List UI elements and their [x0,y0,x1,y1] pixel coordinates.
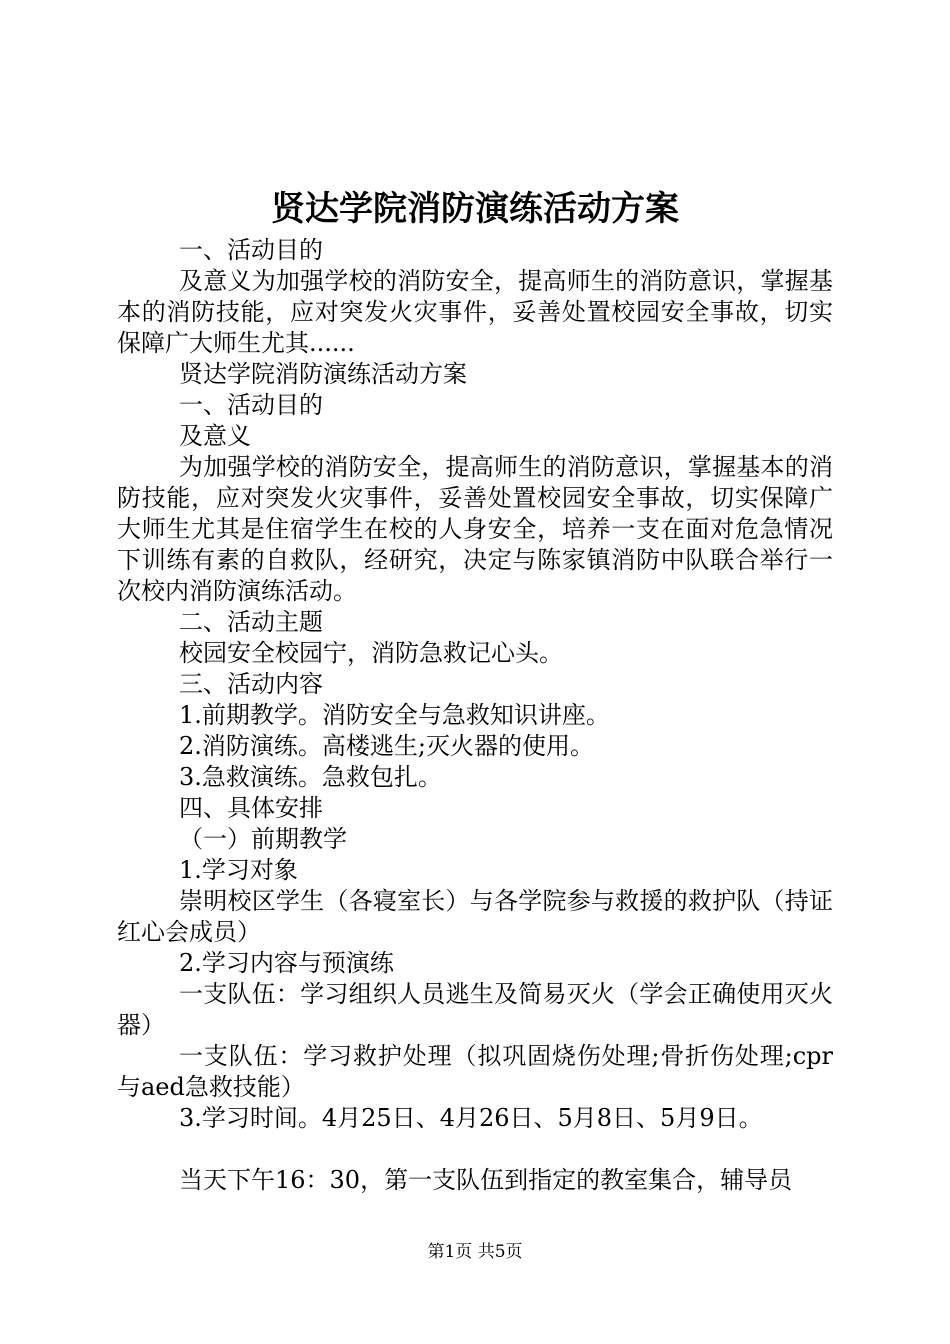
paragraph: 崇明校区学生（各寝室长）与各学院参与救援的救护队（持证红心会成员） [117,887,833,946]
paragraph: 一支队伍：学习救护处理（拟巩固烧伤处理;骨折伤处理;cpr与aed急救技能） [117,1042,833,1101]
page-number: 第1页 共5页 [427,1242,523,1262]
section-heading: 一、活动目的 [179,391,323,419]
paragraph: 一支队伍：学习组织人员逃生及简易灭火（学会正确使用灭火器） [117,980,833,1039]
list-item: 2.学习内容与预演练 [179,949,394,977]
list-item: 2.消防演练。高楼逃生;灭火器的使用。 [179,732,594,760]
list-item: 3.急救演练。急救包扎。 [179,763,442,791]
paragraph: 贤达学院消防演练活动方案 [179,360,467,388]
blank-line [117,1134,833,1165]
paragraph: 及意义为加强学校的消防安全，提高师生的消防意识，掌握基本的消防技能，应对突发火灾事件，妥善处置校园安全事故，切实保障广大师生尤其...... [117,267,833,357]
section-heading: 三、活动内容 [179,670,323,698]
list-item: 1.学习对象 [179,856,298,884]
list-item: 3.学习时间。4月25日、4月26日、5月8日、5月9日。 [179,1104,763,1132]
paragraph: 校园安全校园宁，消防急救记心头。 [179,639,563,667]
document-body [117,235,833,1196]
section-heading: 四、具体安排 [179,794,323,822]
paragraph: 当天下午16：30，第一支队伍到指定的教室集合，辅导员 [179,1166,793,1194]
list-item: 1.前期教学。消防安全与急救知识讲座。 [179,701,610,729]
paragraph: 及意义 [179,422,251,450]
paragraph: 为加强学校的消防安全，提高师生的消防意识，掌握基本的消防技能，应对突发火灾事件，妥善处置校园安全事故，切实保障广大师生尤其是住宿学生在校的人身安全，培养一支在面对危急情况下训练有素的自救队，经研究，决定与陈家镇消防中队联合举行一次校内消防演练活动。 [117,453,833,605]
document-title: 贤达学院消防演练活动方案 [271,189,679,229]
subsection-heading: （一）前期教学 [179,825,347,853]
section-heading: 一、活动目的 [179,236,323,264]
section-heading: 二、活动主题 [179,608,323,636]
